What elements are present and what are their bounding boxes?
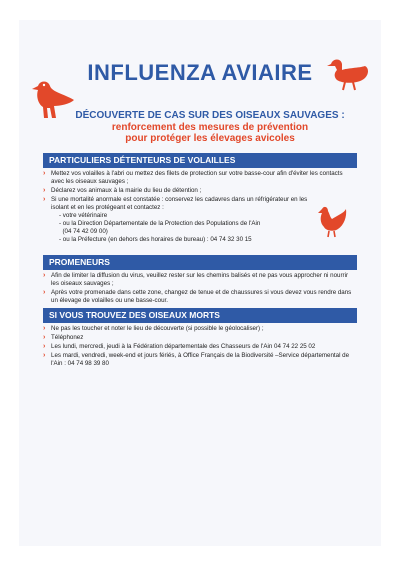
bullet-icon: › <box>43 289 46 296</box>
list-item: › Déclarez vos animaux à la mairie du lieu de détention ; <box>43 187 202 194</box>
contact-line: (04 74 42 09 00) <box>59 228 108 235</box>
subtitle-highlight <box>60 122 360 144</box>
subtitle-highlight-line-1: renforcement des mesures de prévention <box>111 122 309 133</box>
list-item: › Les mardi, vendredi, week-end et jours fériés, à Office Français de la Biodiversité –Service départemental de l'Ain : 04 74 98 39 80 <box>43 352 350 367</box>
bullet-icon: › <box>43 325 46 332</box>
section-owners <box>43 153 357 245</box>
section-header: PARTICULIERS DÉTENTEURS DE VOLAILLES <box>43 153 357 168</box>
section-header: PROMENEURS <box>43 255 357 270</box>
bullet-icon: › <box>43 343 46 350</box>
subtitle: DÉCOUVERTE DE CAS SUR DES OISEAUX SAUVAGES : <box>75 110 345 121</box>
contact-line: - ou la Préfecture (en dehors des horaires de bureau) : 04 74 32 30 15 <box>59 236 252 243</box>
list-item: › Afin de limiter la diffusion du virus, veuillez rester sur les chemins balisés et ne pas vous approcher ni nourrir les oiseaux sauvages ; <box>43 272 349 287</box>
list-item: › Mettez vos volailles à l'abri ou mettez des filets de protection sur votre basse-cour afin d'éviter les contacts avec les oiseaux sauvages ; <box>43 170 343 185</box>
section-walkers <box>43 255 357 306</box>
contact-line: - ou la Direction Départementale de la Protection des Populations de l'Ain <box>59 220 261 227</box>
section-header: SI VOUS TROUVEZ DES OISEAUX MORTS <box>43 308 357 323</box>
subtitle-highlight-line-2: pour protéger les élevages avicoles <box>125 133 295 144</box>
bullet-icon: › <box>43 272 46 279</box>
section-dead-birds <box>43 308 357 369</box>
bullet-icon: › <box>43 352 46 359</box>
page-title: INFLUENZA AVIAIRE <box>87 60 313 85</box>
bullet-icon: › <box>43 334 46 341</box>
list-item: › Téléphonez <box>43 334 84 341</box>
bullet-icon: › <box>43 196 46 203</box>
list-item: › Après votre promenade dans cette zone, changez de tenue et de chaussures si vous devez vous rendre dans un élevage de volailles ou une basse-cour. <box>43 289 352 304</box>
list-item: › Ne pas les toucher et noter le lieu de découverte (si possible le géolocaliser) ; <box>43 325 264 332</box>
list-item: › Si une mortalité anormale est constatée : conservez les cadavres dans un réfrigérateur en les isolant et en les protégeant et contactez : - votre vétérinaire - ou la Direction Départementale de la Protection des Populations de l'Ain (04 74 42 09 00) - ou la Préfecture (en dehors des horaires de bureau) : 04 74 32 30 15 <box>43 196 357 244</box>
list-item: › Les lundi, mercredi, jeudi à la Fédération départementale des Chasseurs de l'Ain 04 74 22 25 02 <box>43 343 316 350</box>
bullet-icon: › <box>43 170 46 177</box>
contact-line: - votre vétérinaire <box>59 212 108 219</box>
bullet-icon: › <box>43 187 46 194</box>
